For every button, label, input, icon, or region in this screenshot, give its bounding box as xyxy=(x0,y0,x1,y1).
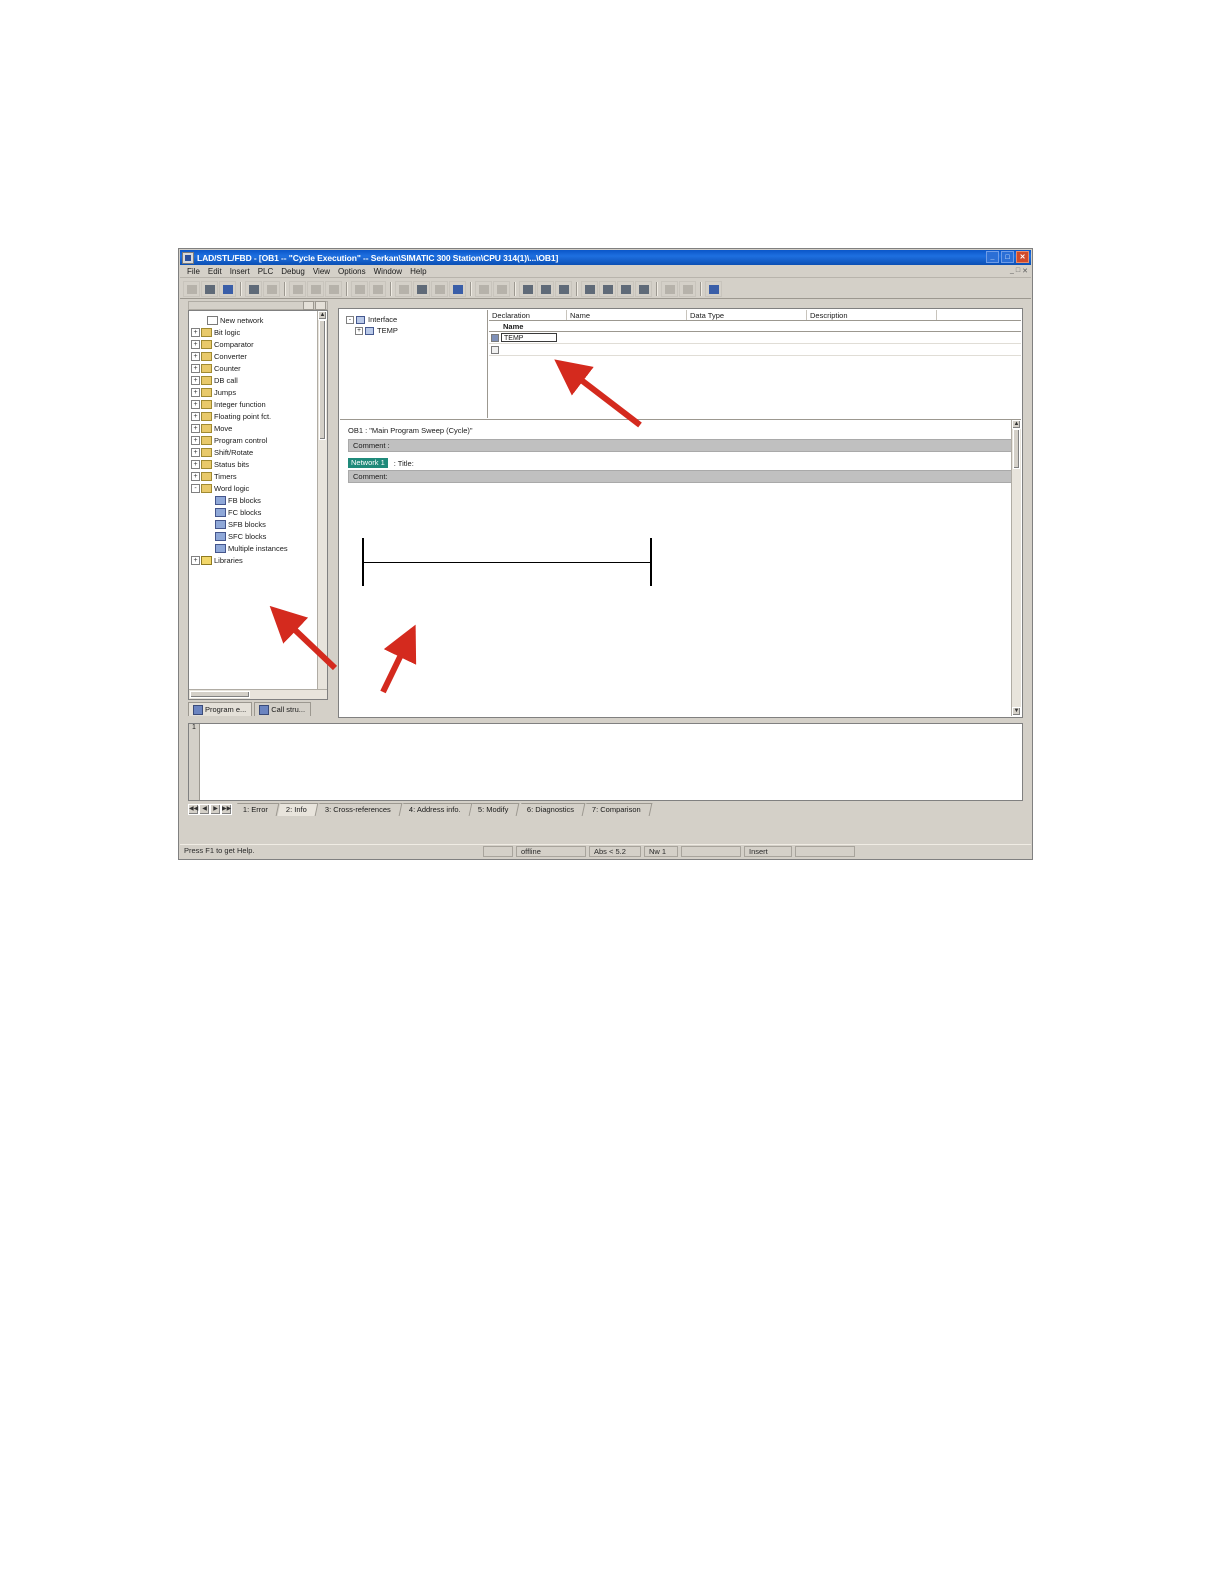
program-elements-tree[interactable] xyxy=(188,310,328,700)
tree-item-label: Libraries xyxy=(214,555,243,565)
tree-item-label: Word logic xyxy=(214,483,250,493)
tab-nav-buttons xyxy=(188,804,232,815)
symbol-table-icon[interactable] xyxy=(519,281,536,297)
tree-item-sfc-blocks[interactable] xyxy=(191,530,327,542)
column-header-declaration[interactable]: Declaration xyxy=(489,310,567,320)
tree-item-label: FC blocks xyxy=(228,507,262,517)
tree-item-label: Program control xyxy=(214,435,268,445)
tree-item-move[interactable] xyxy=(191,422,327,434)
prev-tab-icon[interactable]: ◀ xyxy=(199,804,210,815)
coil-icon[interactable] xyxy=(599,281,616,297)
declaration-tree-label: Interface xyxy=(368,315,398,324)
last-tab-icon[interactable]: ▶▶ xyxy=(221,804,232,815)
tree-expander xyxy=(205,520,214,529)
tree-expander[interactable]: + xyxy=(191,328,200,337)
application-icon xyxy=(182,252,194,264)
tree-expander[interactable]: + xyxy=(191,436,200,445)
tree-item-label: Integer function xyxy=(214,399,266,409)
tree-expander xyxy=(205,544,214,553)
output-tab-strip xyxy=(188,802,1023,816)
library-icon xyxy=(201,556,212,565)
toolbar-separator xyxy=(346,282,348,296)
toolbar-separator xyxy=(700,282,702,296)
folder-icon xyxy=(201,364,212,373)
tree-horizontal-scrollbar[interactable] xyxy=(189,689,327,699)
overview-on-icon[interactable] xyxy=(493,281,510,297)
tree-expander[interactable]: + xyxy=(191,472,200,481)
help-pointer-icon[interactable] xyxy=(705,281,722,297)
column-header-description[interactable]: Description xyxy=(807,310,937,320)
tree-list xyxy=(189,311,327,566)
block-icon xyxy=(215,520,226,529)
tree-expander[interactable]: + xyxy=(191,424,200,433)
monitor-icon[interactable] xyxy=(413,281,430,297)
menu-item-options[interactable]: Options xyxy=(338,266,366,276)
tree-item-libraries[interactable] xyxy=(191,554,327,566)
print-icon[interactable] xyxy=(245,281,262,297)
branch-close-icon[interactable] xyxy=(635,281,652,297)
status-cell-insert: Insert xyxy=(744,846,792,857)
tree-item-label: DB call xyxy=(214,375,238,385)
status-bar xyxy=(180,844,1031,858)
tree-expander[interactable]: - xyxy=(346,316,354,324)
toolbar-separator xyxy=(470,282,472,296)
tree-item-comparator[interactable] xyxy=(191,338,327,350)
folder-icon xyxy=(201,472,212,481)
status-cell-offline: offline xyxy=(516,846,586,857)
symbolic-representation-icon[interactable] xyxy=(537,281,554,297)
tree-item-sfb-blocks[interactable] xyxy=(191,518,327,530)
copy-icon[interactable] xyxy=(307,281,324,297)
column-header-name[interactable]: Name xyxy=(567,310,687,320)
status-cell-end xyxy=(795,846,855,857)
tree-item-multiple-instances[interactable] xyxy=(191,542,327,554)
cell-name[interactable]: TEMP xyxy=(501,333,557,342)
tree-collapse-icon[interactable] xyxy=(303,301,314,310)
document-restore-button[interactable]: □ xyxy=(1015,267,1021,274)
minimize-button[interactable]: _ xyxy=(986,251,999,263)
menu-item-view[interactable]: View xyxy=(312,266,331,276)
output-gutter: 1 xyxy=(189,724,200,800)
power-rail-right xyxy=(650,538,652,586)
status-cell-blank xyxy=(681,846,741,857)
tree-item-label: Converter xyxy=(214,351,247,361)
toolbar-separator xyxy=(390,282,392,296)
tree-item-jumps[interactable] xyxy=(191,386,327,398)
scroll-up-icon[interactable]: ▲ xyxy=(1013,421,1020,427)
first-tab-icon[interactable]: ◀◀ xyxy=(188,804,199,815)
network-overview-icon[interactable] xyxy=(555,281,572,297)
tree-expander xyxy=(197,316,206,325)
scrollbar-thumb[interactable] xyxy=(319,320,326,440)
network-comment-band[interactable]: Comment: xyxy=(348,470,1013,483)
network-title[interactable]: : Title: xyxy=(393,458,414,468)
tree-tab-strip xyxy=(188,700,330,716)
paste-icon[interactable] xyxy=(325,281,342,297)
tree-expander[interactable]: + xyxy=(191,448,200,457)
tree-item-floating-point[interactable] xyxy=(191,410,327,422)
tree-expander xyxy=(205,496,214,505)
client-area xyxy=(180,300,1031,859)
cut-icon[interactable] xyxy=(289,281,306,297)
call-structure-icon xyxy=(259,705,269,715)
folder-icon xyxy=(201,412,212,421)
tree-item-label: Jumps xyxy=(214,387,237,397)
scroll-up-icon[interactable]: ▲ xyxy=(319,312,326,318)
network-header xyxy=(348,458,1021,468)
insert-network-icon[interactable] xyxy=(661,281,678,297)
print-preview-icon[interactable] xyxy=(263,281,280,297)
menu-bar xyxy=(180,265,1031,278)
tab-label: 3: Cross-references xyxy=(324,804,391,814)
folder-icon xyxy=(201,388,212,397)
main-toolbar xyxy=(180,279,1031,299)
declaration-tree-label: TEMP xyxy=(377,326,398,335)
block-icon xyxy=(215,496,226,505)
tab-label: 7: Comparison xyxy=(591,804,641,814)
tree-item-label: FB blocks xyxy=(228,495,261,505)
tree-item-label: Bit logic xyxy=(214,327,241,337)
tree-item-label: Counter xyxy=(214,363,241,373)
folder-icon xyxy=(201,460,212,469)
compare-icon[interactable] xyxy=(475,281,492,297)
tree-item-label: Shift/Rotate xyxy=(214,447,254,457)
tree-item-bit-logic[interactable] xyxy=(191,326,327,338)
menu-item-debug[interactable]: Debug xyxy=(281,266,305,276)
document-minimize-button[interactable]: _ xyxy=(1009,267,1014,274)
tree-item-label: Timers xyxy=(214,471,237,481)
undo-icon[interactable] xyxy=(351,281,368,297)
tree-expander[interactable]: + xyxy=(191,364,200,373)
menu-item-edit[interactable]: Edit xyxy=(207,266,222,276)
tab-label: 1: Error xyxy=(242,804,268,814)
block-icon xyxy=(215,544,226,553)
ladder-rung[interactable] xyxy=(362,538,652,586)
upload-icon[interactable] xyxy=(431,281,448,297)
new-document-icon[interactable] xyxy=(183,281,200,297)
next-tab-icon[interactable]: ▶ xyxy=(210,804,221,815)
tree-expander[interactable]: + xyxy=(191,412,200,421)
tab-label: 2: Info xyxy=(285,804,307,814)
block-icon xyxy=(215,508,226,517)
toolbar-separator xyxy=(284,282,286,296)
menu-item-help[interactable]: Help xyxy=(410,266,427,276)
tree-pane-toolbar xyxy=(188,301,328,310)
toolbar-separator xyxy=(240,282,242,296)
tree-item-fb-blocks[interactable] xyxy=(191,494,327,506)
tab-label: 6: Diagnostics xyxy=(526,804,574,814)
save-document-icon[interactable] xyxy=(219,281,236,297)
status-cell-abs: Abs < 5.2 xyxy=(589,846,641,857)
declaration-tree[interactable] xyxy=(340,310,488,418)
tree-item-label: New network xyxy=(220,315,264,325)
tree-item-timers[interactable] xyxy=(191,470,327,482)
folder-icon xyxy=(201,436,212,445)
tree-item-label: Status bits xyxy=(214,459,250,469)
scroll-down-icon[interactable]: ▼ xyxy=(1013,708,1020,714)
rung-line xyxy=(364,562,650,563)
network-label[interactable]: Network 1 xyxy=(348,458,388,468)
tree-expander[interactable]: + xyxy=(191,556,200,565)
folder-icon xyxy=(201,376,212,385)
cell-name[interactable] xyxy=(501,345,557,354)
toolbar-separator xyxy=(576,282,578,296)
menu-item-file[interactable]: File xyxy=(187,266,200,276)
tab-info[interactable] xyxy=(278,803,319,816)
tree-expander xyxy=(205,508,214,517)
scrollbar-thumb[interactable] xyxy=(1013,429,1020,469)
tree-expander[interactable]: + xyxy=(355,327,363,335)
menu-item-insert[interactable]: Insert xyxy=(229,266,250,276)
folder-icon xyxy=(201,400,212,409)
tree-item-db-call[interactable] xyxy=(191,374,327,386)
tree-expander[interactable]: + xyxy=(191,460,200,469)
menu-item-window[interactable]: Window xyxy=(373,266,403,276)
block-editor-window xyxy=(338,308,1023,718)
tree-item-label: Floating point fct. xyxy=(214,411,272,421)
zoom-icon[interactable] xyxy=(679,281,696,297)
folder-icon xyxy=(201,484,212,493)
tab-comparison[interactable] xyxy=(584,803,653,816)
folder-icon xyxy=(201,340,212,349)
tree-item-fc-blocks[interactable] xyxy=(191,506,327,518)
tree-close-icon[interactable] xyxy=(315,301,326,310)
scrollbar-thumb[interactable] xyxy=(190,691,250,698)
menu-item-plc[interactable]: PLC xyxy=(257,266,274,276)
tab-error[interactable] xyxy=(235,803,280,816)
declaration-table-subheader xyxy=(489,321,1021,332)
tree-item-integer-function[interactable] xyxy=(191,398,327,410)
declaration-tree-interface[interactable] xyxy=(346,314,487,325)
document-icon xyxy=(207,316,218,325)
contact-icon[interactable] xyxy=(581,281,598,297)
tree-item-status-bits[interactable] xyxy=(191,458,327,470)
block-icon xyxy=(215,532,226,541)
restore-button[interactable]: □ xyxy=(1001,251,1014,263)
temp-icon xyxy=(365,327,374,335)
status-hint: Press F1 to get Help. xyxy=(184,846,255,855)
tree-expander[interactable]: + xyxy=(191,376,200,385)
window-titlebar xyxy=(180,250,1031,265)
tab-label: Program e... xyxy=(205,705,247,714)
toolbar-separator xyxy=(656,282,658,296)
tree-item-label: SFC blocks xyxy=(228,531,267,541)
block-header: OB1 : "Main Program Sweep (Cycle)" xyxy=(348,426,473,435)
code-vertical-scrollbar[interactable] xyxy=(1011,420,1021,716)
network-view-icon[interactable] xyxy=(449,281,466,297)
declaration-table[interactable] xyxy=(489,310,1021,418)
folder-icon xyxy=(201,424,212,433)
status-cell-network: Nw 1 xyxy=(644,846,678,857)
tree-item-label: SFB blocks xyxy=(228,519,266,529)
tab-cross-references[interactable] xyxy=(316,803,402,816)
redo-icon[interactable] xyxy=(369,281,386,297)
folder-icon xyxy=(201,352,212,361)
close-button[interactable]: ✕ xyxy=(1016,251,1029,263)
tree-item-new-network[interactable] xyxy=(191,314,327,326)
window-buttons xyxy=(986,251,1029,263)
table-row[interactable] xyxy=(489,344,1021,356)
tab-label: 4: Address info. xyxy=(408,804,461,814)
folder-icon xyxy=(201,448,212,457)
tab-program-elements[interactable] xyxy=(188,702,252,716)
interface-icon xyxy=(356,316,365,324)
tab-label: Call stru... xyxy=(271,705,306,714)
tree-expander xyxy=(205,532,214,541)
tab-address-info[interactable] xyxy=(400,803,471,816)
table-row[interactable] xyxy=(489,332,1021,344)
tab-call-structure[interactable] xyxy=(254,702,311,716)
document-close-button[interactable]: ✕ xyxy=(1022,268,1028,275)
tree-item-label: Multiple instances xyxy=(228,543,288,553)
tree-item-counter[interactable] xyxy=(191,362,327,374)
status-cell-0 xyxy=(483,846,513,857)
tree-expander[interactable]: + xyxy=(191,388,200,397)
document-window-buttons xyxy=(1010,267,1028,275)
tab-diagnostics[interactable] xyxy=(518,803,585,816)
tree-item-converter[interactable] xyxy=(191,350,327,362)
window-title: LAD/STL/FBD - [OB1 -- "Cycle Execution" -- Serkan\SIMATIC 300 Station\CPU 314(1)\...\OB1] xyxy=(197,252,559,263)
row-checkbox[interactable] xyxy=(491,346,499,354)
tree-item-program-control[interactable] xyxy=(191,434,327,446)
tree-vertical-scrollbar[interactable] xyxy=(317,311,327,699)
declaration-table-header xyxy=(489,310,1021,321)
tree-expander[interactable]: + xyxy=(191,352,200,361)
output-window[interactable] xyxy=(188,723,1023,801)
tab-modify[interactable] xyxy=(470,803,520,816)
subheader-name: Name xyxy=(503,321,524,331)
ladder-code-area[interactable] xyxy=(340,419,1021,716)
branch-open-icon[interactable] xyxy=(617,281,634,297)
tree-item-label: Move xyxy=(214,423,233,433)
block-comment-band[interactable]: Comment : xyxy=(348,439,1013,452)
column-header-data-type[interactable]: Data Type xyxy=(687,310,807,320)
open-document-icon[interactable] xyxy=(201,281,218,297)
folder-icon xyxy=(201,328,212,337)
toolbar-separator xyxy=(514,282,516,296)
tab-label: 5: Modify xyxy=(478,804,509,814)
tree-item-label: Comparator xyxy=(214,339,254,349)
download-icon[interactable] xyxy=(395,281,412,297)
row-checkbox[interactable] xyxy=(491,334,499,342)
program-elements-icon xyxy=(193,705,203,715)
declaration-tree-temp[interactable] xyxy=(346,325,487,336)
tree-expander[interactable]: + xyxy=(191,340,200,349)
tree-expander[interactable]: - xyxy=(191,484,200,493)
tree-item-shift-rotate[interactable] xyxy=(191,446,327,458)
application-window xyxy=(178,248,1033,860)
tree-expander[interactable]: + xyxy=(191,400,200,409)
tree-item-word-logic[interactable] xyxy=(191,482,327,494)
